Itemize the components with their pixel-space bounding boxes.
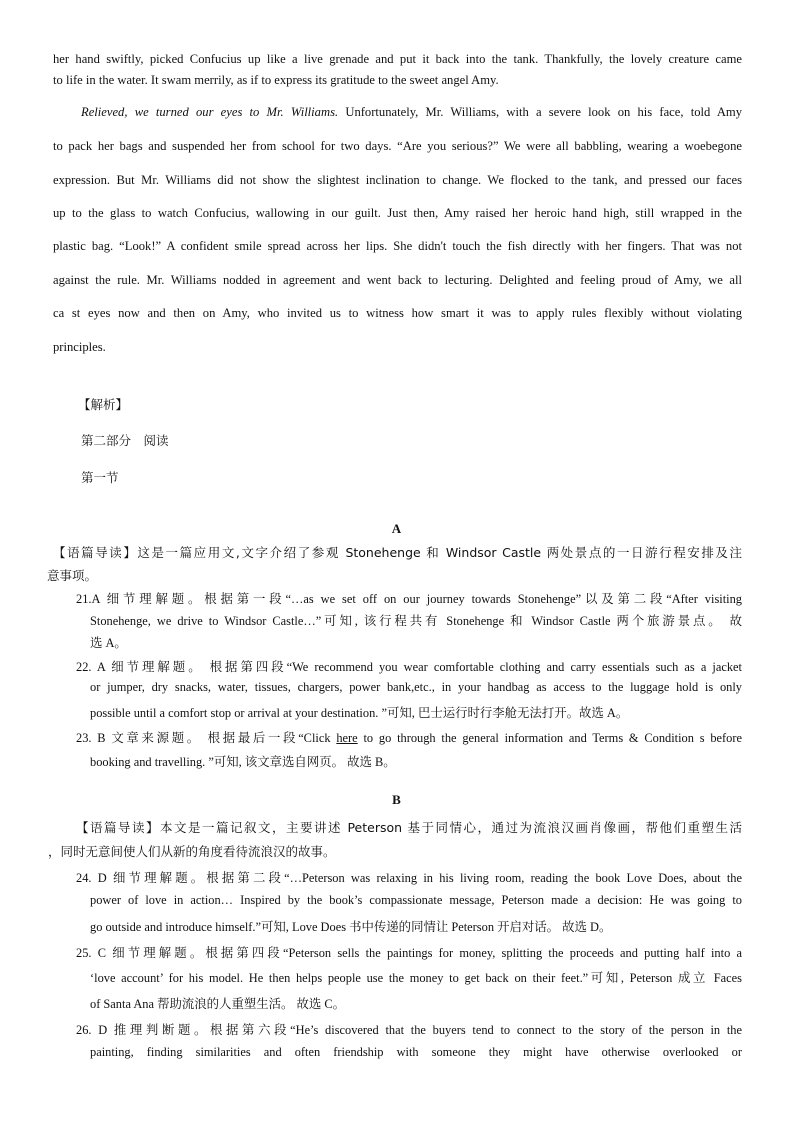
passage-line: to life in the water. It swam merrily, as if to express its gratitude to the sweet angel Amy.	[53, 73, 499, 87]
answer-24: 24. D 细节理解题。根据第二段“…Peterson was relaxing in his living room, reading the book Love Does, about the	[76, 871, 742, 885]
answer-22: or jumper, dry snacks, water, tissues, chargers, power bank,etc., in your handbag as access to the luggage hold is only	[90, 680, 742, 694]
passage-line: plastic bag. “Look!” A confident smile spread across her lips. She didn't touch the fish directly with her fingers. That was not	[53, 239, 742, 253]
passage-line: her hand swiftly, picked Confucius up like a live grenade and put it back into the tank. Thankfully, the lovely creature came	[53, 52, 742, 66]
passage-line: up to the glass to watch Confucius, wallowing in our guilt. Just then, Amy raised her heroic hand high, still wrapped in the	[53, 206, 742, 220]
passage-paragraph-start	[81, 105, 742, 120]
reading-guide: 意事项。	[47, 568, 98, 583]
passage-line: Unfortunately, Mr. Williams, with a severe look on his face, told Amy	[338, 105, 743, 119]
answer-23-text: 23. B 文章来源题。 根据最后一段“Click	[76, 731, 337, 745]
answer-21: Stonehenge, we drive to Windsor Castle…”可知, 该行程共有 Stonehenge 和 Windsor Castle 两个旅游景点。 故	[90, 614, 742, 628]
answer-23	[76, 728, 742, 746]
here-link[interactable]: here	[336, 731, 358, 745]
passage-line: ca st eyes now and then on Amy, who invited us to witness how smart it was to apply rules flexibly without violating	[53, 306, 742, 320]
answer-23-text: to go through the general information and Terms & Condition s before	[357, 731, 742, 745]
section-letter-a: A	[391, 521, 402, 536]
section-heading: 第一节	[81, 470, 119, 485]
answer-25: ‘love account’ for his model. He then helps people use the money to get back on their feet.”可知, Peterson 成立 Faces	[90, 971, 742, 985]
passage-line: expression. But Mr. Williams did not show the slightest inclination to change. We flocked to the tank, and pressed our faces	[53, 173, 742, 187]
answer-24: go outside and introduce himself.”可知, Love Does 书中传递的同情让 Peterson 开启对话。 故选 D。	[90, 920, 612, 934]
reading-guide: 【语篇导读】本文是一篇记叙文，主要讲述 Peterson 基于同情心，通过为流浪汉画肖像画，帮他们重塑生活	[76, 820, 742, 835]
answer-22: 22. A 细节理解题。 根据第四段“We recommend you wear comfortable clothing and carry essentials such as a jacket	[76, 660, 742, 674]
passage-italic-sentence: Relieved, we turned our eyes to Mr. Williams.	[81, 105, 339, 119]
reading-guide: 【语篇导读】这是一篇应用文,文字介绍了参观 Stonehenge 和 Windsor Castle 两处景点的一日游行程安排及注	[53, 545, 742, 560]
passage-line: against the rule. Mr. Williams nodded in agreement and went back to lecturing. Delighted and feeling proud of Amy, we all	[53, 273, 742, 287]
answer-21: 21.A 细节理解题。根据第一段“…as we set off on our journey towards Stonehenge”以及第二段“After visiting	[76, 592, 742, 606]
answer-21: 选 A。	[90, 636, 127, 650]
part-heading: 第二部分 阅读	[81, 433, 169, 448]
answer-26: painting, finding similarities and often friendship with someone they might have otherwise overlooked or	[90, 1045, 742, 1059]
answer-25: of Santa Ana 帮助流浪的人重塑生活。 故选 C。	[90, 997, 346, 1011]
passage-line: to pack her bags and suspended her from school for two days. “Are you serious?” We were all babbling, wearing a woebegone	[53, 139, 742, 153]
answer-22: possible until a comfort stop or arrival at your destination. ”可知, 巴士运行时行李舱无法打开。故选 A。	[90, 706, 629, 720]
section-letter-b: B	[392, 792, 401, 807]
answer-23: booking and travelling. ”可知, 该文章选自网页。 故选 B。	[90, 755, 396, 769]
reading-guide: ，同时无意间使人们从新的角度看待流浪汉的故事。	[48, 844, 336, 859]
answer-24: power of love in action… Inspired by the book’s compassionate message, Peterson made a decision: He was going to	[90, 893, 742, 907]
analysis-heading: 【解析】	[78, 397, 129, 412]
answer-26: 26. D 推理判断题。根据第六段“He’s discovered that the buyers tend to connect to the story of the person in the	[76, 1023, 742, 1037]
answer-25: 25. C 细节理解题。根据第四段“Peterson sells the paintings for money, splitting the proceeds and putting half into a	[76, 946, 742, 960]
passage-line: principles.	[53, 340, 106, 354]
